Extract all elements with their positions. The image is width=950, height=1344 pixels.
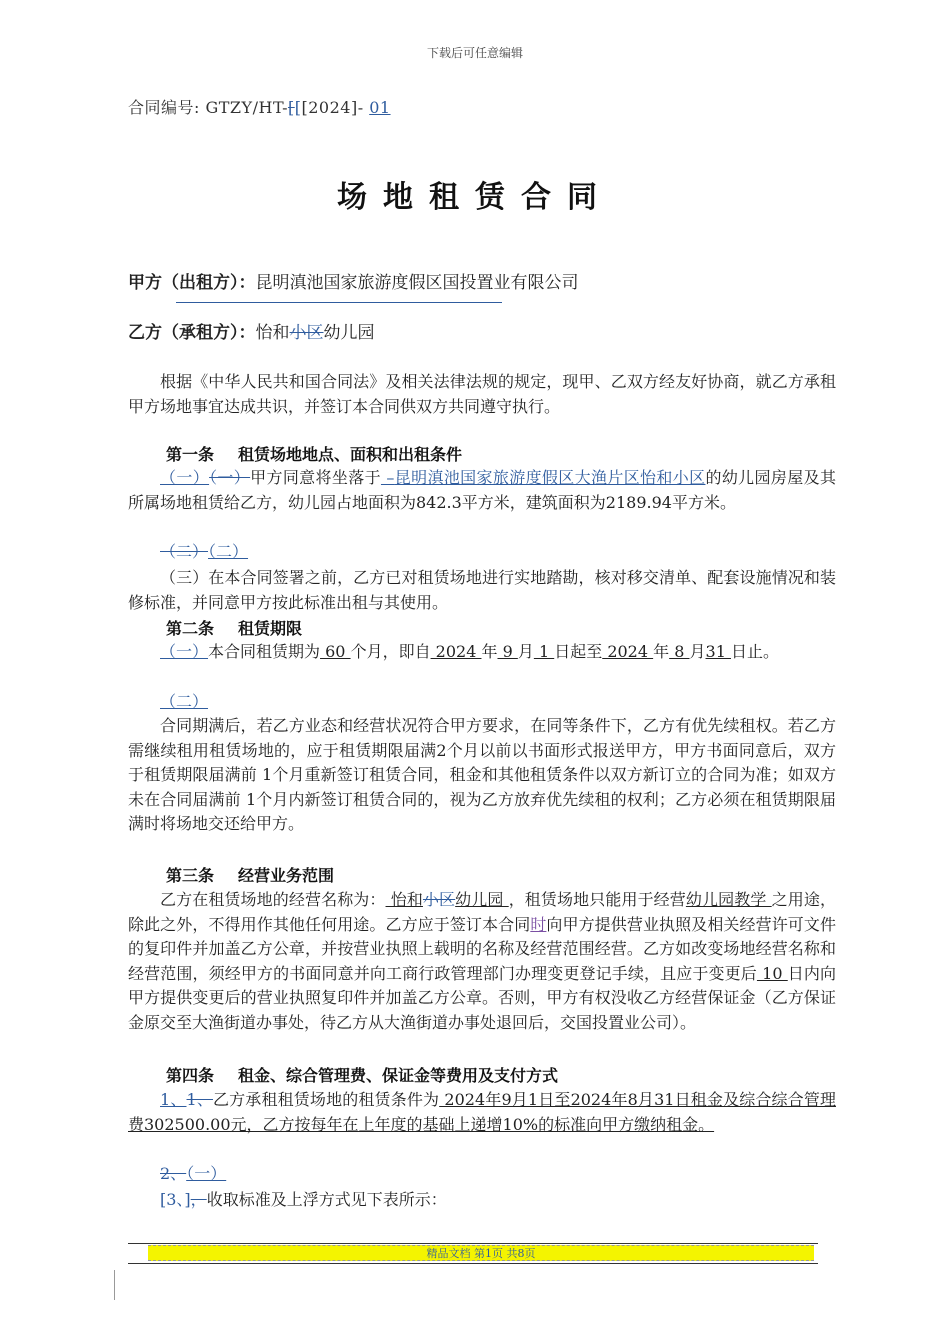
page-footer: 精品文档 第1页 共8页 <box>148 1245 814 1261</box>
month-char: 月 <box>689 642 706 661</box>
contract-number-label: 合同编号: GTZY/HT- <box>128 98 288 117</box>
article-number: 第二条 <box>166 619 215 638</box>
article-title: 租赁场地地点、面积和出租条件 <box>238 445 463 464</box>
inserted-number: 1、 <box>160 1090 187 1109</box>
party-b-name-part: 怡和 <box>255 323 290 343</box>
inserted-number: （二） <box>160 692 209 711</box>
party-b-label: 乙方（承租方）： <box>128 323 256 343</box>
clause-text: 甲方同意将坐落于 <box>250 468 381 487</box>
article-4-clause-2 <box>128 1162 836 1187</box>
end-month: 8 <box>669 642 690 661</box>
article-title: 租金、综合管理费、保证金等费用及支付方式 <box>238 1066 559 1085</box>
contract-number <box>128 95 391 118</box>
article-title: 租赁期限 <box>238 619 303 638</box>
lease-months: 60 <box>320 642 351 661</box>
party-a-underline <box>176 302 502 303</box>
deleted-mark: [ <box>287 98 295 117</box>
contract-seq: 01 <box>369 98 391 117</box>
inserted-number: （一） <box>160 468 210 487</box>
footer-rule-top <box>128 1243 818 1244</box>
clause-text: 的幼儿园房屋及其所属场地租赁给乙方，幼儿园占地面积为842.3平方米，建筑面积为2189.94平方米。 <box>128 468 836 512</box>
rent-terms: 2024年9月1日至2024年8月31日租金及综合综合管理费302500.00元，乙方按每年在上年度的基础上递增10%的标准向甲方缴纳租金。 <box>128 1090 836 1134</box>
clause-text: 乙方承租租赁场地的租赁条件为 <box>213 1090 440 1109</box>
start-day: 1 <box>533 642 555 661</box>
deleted-number: 1、 <box>186 1090 213 1109</box>
inserted-mark: – <box>380 468 395 487</box>
deleted-number: 2、 <box>160 1164 187 1183</box>
article-2-clause-3: 合同期满后，若乙方业态和经营状况符合甲方要求，在同等条件下，乙方有优先续租权。若乙方需继续租用租赁场地的，应于租赁期限届满2个月以前以书面形式报送甲方，甲方书面同意后，双方于租赁期限届满前 1个月重新签订租赁合同，租金和其他租赁条件以双方新订立的合同为准；如双方未在合同届满前 1个月内新签订租赁合同的，视为乙方放弃优先续租的权利；乙方必须在租赁期限届满时将场地交还给甲方。 <box>128 716 836 833</box>
party-a <box>128 268 579 293</box>
business-name: 怡和 <box>385 890 423 909</box>
article-4-heading <box>166 1063 558 1086</box>
start-month: 9 <box>497 642 518 661</box>
article-2-heading <box>166 616 302 639</box>
inserted-number: [3、] <box>160 1190 191 1209</box>
clause-text: 本合同租赁期为 <box>208 642 321 661</box>
end-day: 31 <box>705 642 731 661</box>
deleted-mark: ， <box>190 1190 207 1209</box>
document-title: 场地租赁合同 <box>337 180 613 215</box>
party-a-label: 甲方（出租方）： <box>128 273 256 293</box>
clause-text: 日止。 <box>730 642 779 661</box>
article-1-clause-3: （三）在本合同签署之前，乙方已对租赁场地进行实地踏勘，核对移交清单、配套设施情况和装修标准，并同意甲方按此标准出租与其使用。 <box>128 568 836 612</box>
article-title: 经营业务范围 <box>238 866 335 885</box>
article-2-clause-2 <box>128 690 836 715</box>
party-a-name: 昆明滇池国家旅游度假区国投置业有限公司 <box>255 273 579 293</box>
inserted-number: （一） <box>186 1164 227 1183</box>
month-char: 月 <box>517 642 534 661</box>
end-year: 2024 <box>602 642 654 661</box>
party-b-name-part: 幼儿园 <box>323 323 375 343</box>
business-use: 幼儿园教学 <box>685 890 772 909</box>
contract-year: [2024]- <box>301 98 370 117</box>
article-1-clause-1 <box>128 466 836 515</box>
article-1-clause-2 <box>128 540 836 565</box>
year-char: 年 <box>481 642 498 661</box>
article-3-body <box>128 888 836 1035</box>
article-3-heading <box>166 863 334 886</box>
clause-text: 日起至 <box>554 642 603 661</box>
footer-rule-bottom <box>128 1263 818 1264</box>
inserted-number: （一） <box>160 642 209 661</box>
clause-text: ，租赁场地只能用于经营 <box>508 890 686 909</box>
clause-text: 乙方在租赁场地的经营名称为： <box>160 890 386 909</box>
party-b-deleted: 小区 <box>289 323 324 343</box>
business-name: 幼儿园 <box>455 890 509 909</box>
article-number: 第一条 <box>166 445 215 464</box>
clause-text: 之用途，除此之外，不得用作其他任何用途。乙方应于签订本合同 <box>128 890 836 934</box>
deleted-text: 小区 <box>422 890 456 909</box>
inserted-number: （二） <box>208 542 249 561</box>
location-text: 昆明滇池国家旅游度假区大渔片区怡和小区 <box>394 468 706 487</box>
year-char: 年 <box>653 642 670 661</box>
inserted-char: 时 <box>530 914 547 934</box>
article-1-heading <box>166 442 462 465</box>
intro-paragraph: 根据《中华人民共和国合同法》及相关法律法规的规定，现甲、乙双方经友好协商，就乙方承租甲方场地事宜达成共识，并签订本合同供双方共同遵守执行。 <box>128 372 836 416</box>
clause-text: 向甲方提供营业执照及相关经营许可文件的复印件并加盖乙方公章，并按营业执照上载明的名称及经营范围经营。乙方如改变场地经营名称和经营范围，须经甲方的书面同意并向工商行政管理部门办理变更登记手续，且应于变更后 <box>128 914 836 983</box>
clause-text: 个月，即自 <box>350 642 431 661</box>
clause-text: 收取标准及上浮方式见下表所示： <box>206 1190 447 1209</box>
clause-text: 日内向甲方提供变更后的营业执照复印件并加盖乙方公章。否则，甲方有权没收乙方经营保证金（乙方保证金原交至大渔街道办事处，待乙方从大渔街道办事处退回后，交国投置业公司）。 <box>128 963 836 1032</box>
deleted-number: （二） <box>160 542 209 561</box>
change-days: 10 <box>756 963 788 983</box>
article-4-clause-1 <box>128 1088 836 1137</box>
margin-marker <box>114 1270 115 1300</box>
article-number: 第四条 <box>166 1066 215 1085</box>
party-b <box>128 318 375 343</box>
article-4-clause-3 <box>128 1188 836 1213</box>
inserted-mark: [ <box>294 98 302 117</box>
page-header: 下载后可任意编辑 <box>426 46 523 60</box>
deleted-number: （一） <box>209 468 251 487</box>
article-2-clause-1 <box>128 640 836 665</box>
start-year: 2024 <box>430 642 482 661</box>
article-number: 第三条 <box>166 866 215 885</box>
